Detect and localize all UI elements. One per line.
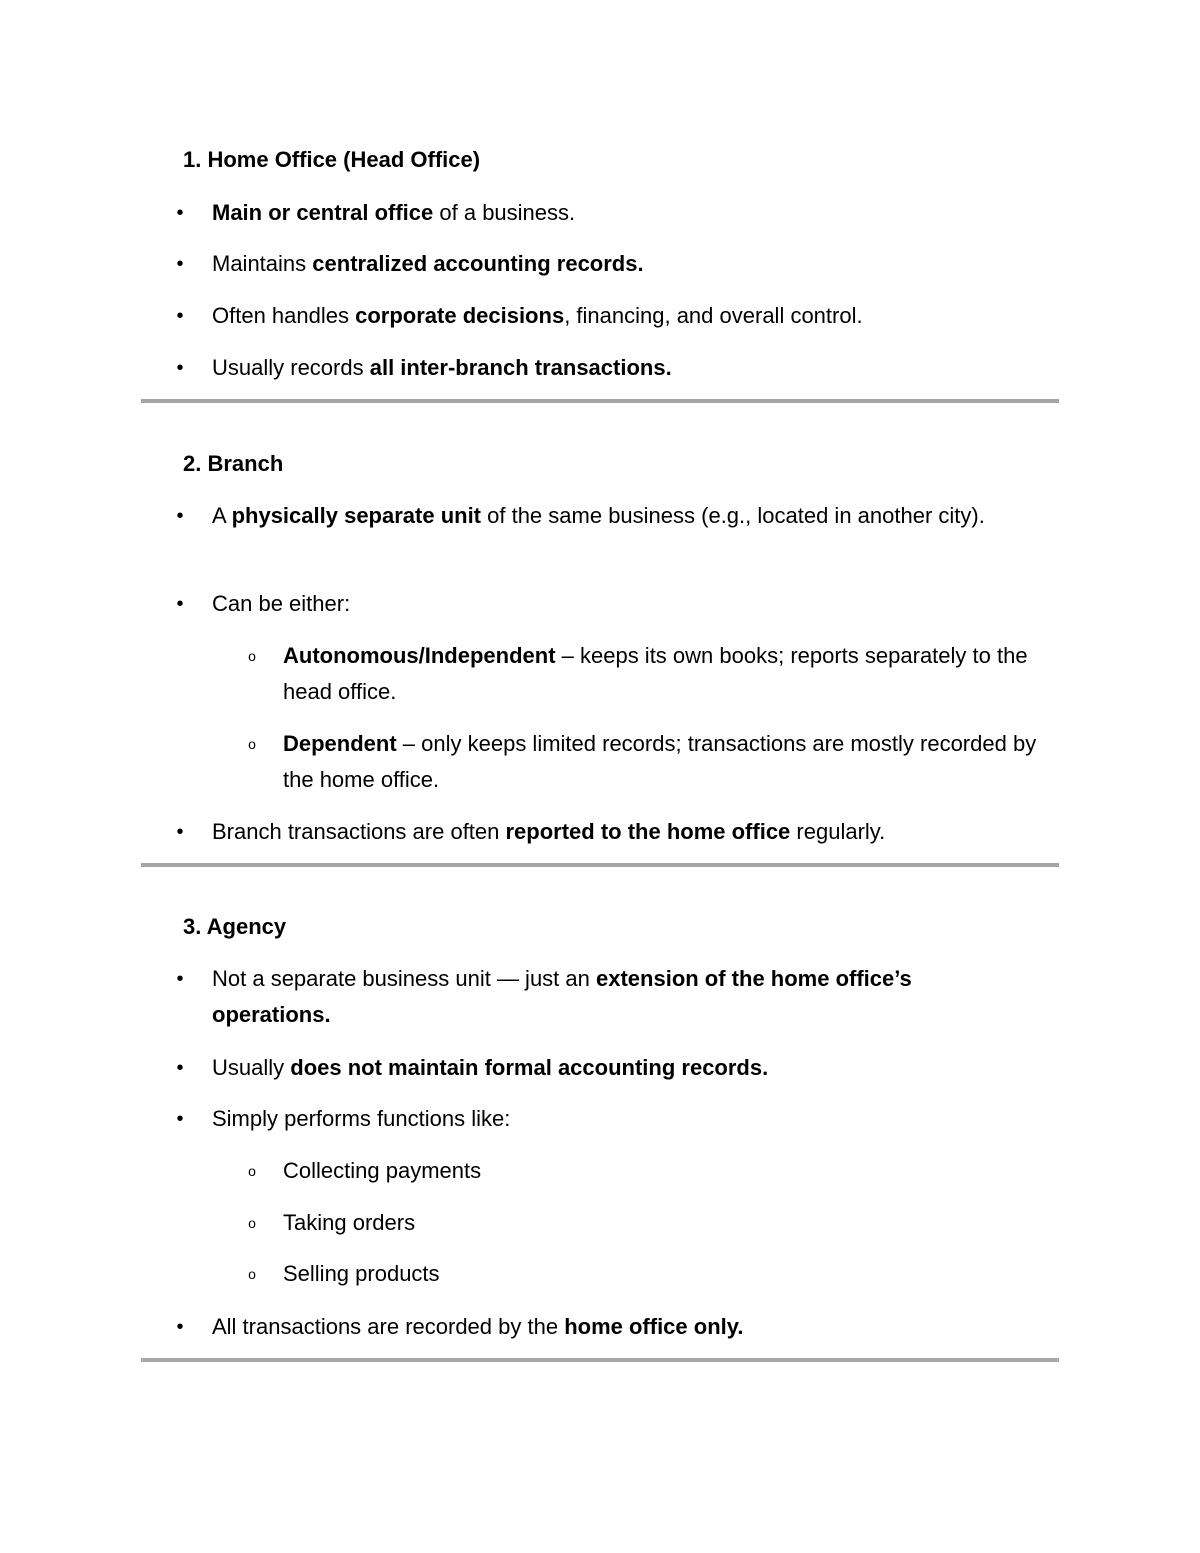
sub-list-item-text: Collecting payments [283, 1158, 482, 1183]
sub-list-item-text: Dependent – only keeps limited records; transactions are mostly recorded by the home office. [283, 731, 1037, 792]
list-item-text: Maintains centralized accounting records. [212, 251, 644, 276]
list-item-text: A physically separate unit of the same business (e.g., located in another city). [212, 503, 985, 528]
section-heading-agency: 3. Agency [183, 914, 287, 939]
bullet-icon: • [176, 505, 184, 527]
list-item-text: Main or central office of a business. [212, 200, 576, 225]
bullet-icon: • [176, 253, 184, 275]
sub-bullet-icon: o [248, 1266, 256, 1282]
section-heading-branch: 2. Branch [183, 451, 284, 476]
bullet-icon: • [176, 1057, 184, 1079]
sub-bullet-icon: o [248, 1163, 256, 1179]
list-item-text: Can be either: [212, 591, 351, 616]
sub-list-item-text: Selling products [283, 1261, 440, 1286]
sub-bullet-icon: o [248, 1215, 256, 1231]
section-heading-home-office: 1. Home Office (Head Office) [183, 147, 481, 172]
bullet-icon: • [176, 1316, 184, 1338]
sub-list-item-text: Taking orders [283, 1210, 416, 1235]
bullet-icon: • [176, 1108, 184, 1130]
bullet-icon: • [176, 968, 184, 990]
list-item-text: Often handles corporate decisions, financing, and overall control. [212, 303, 863, 328]
sub-bullet-icon: o [248, 736, 256, 752]
list-item-text: Usually does not maintain formal accounting records. [212, 1055, 769, 1080]
bullet-icon: • [176, 593, 184, 615]
list-item-text: All transactions are recorded by the home office only. [212, 1314, 744, 1339]
horizontal-rule [141, 863, 1059, 867]
horizontal-rule [141, 399, 1059, 403]
list-item-text: Simply performs functions like: [212, 1106, 511, 1131]
list-item-text: Branch transactions are often reported to the home office regularly. [212, 819, 886, 844]
list-item-text: Usually records all inter-branch transactions. [212, 355, 672, 380]
bullet-icon: • [176, 202, 184, 224]
bullet-icon: • [176, 357, 184, 379]
bullet-icon: • [176, 305, 184, 327]
sub-list-item-text: Autonomous/Independent – keeps its own books; reports separately to the head office. [283, 643, 1028, 704]
horizontal-rule [141, 1358, 1059, 1362]
list-item-text: Not a separate business unit — just an extension of the home office’s operations. [212, 966, 912, 1027]
sub-bullet-icon: o [248, 648, 256, 664]
bullet-icon: • [176, 821, 184, 843]
